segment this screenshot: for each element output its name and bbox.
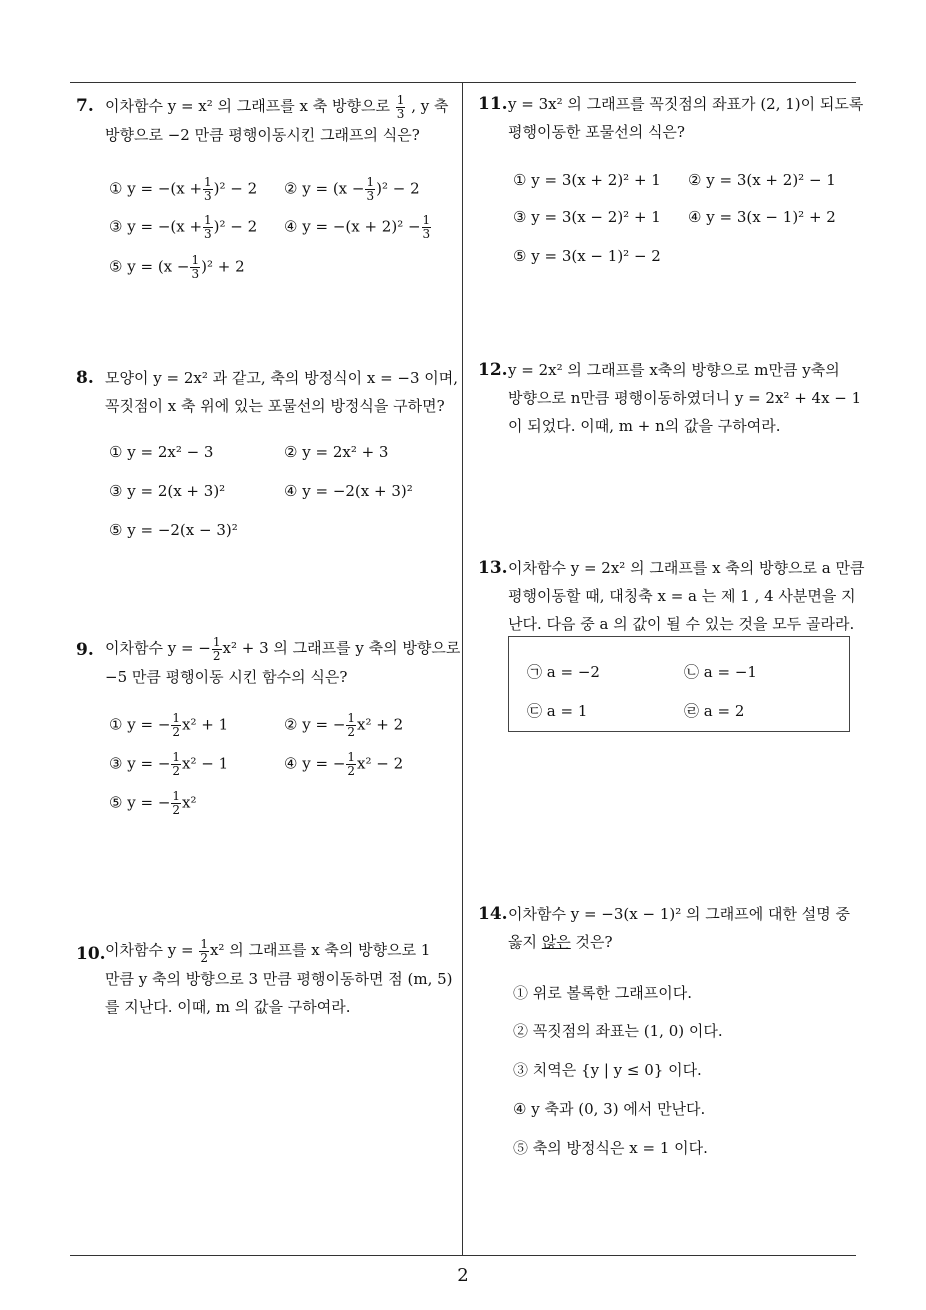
option-marker: ㉠ [527, 663, 543, 681]
stem-text: 만큼 y 축의 방향으로 3 만큼 평행이동하면 점 (m, 5) [105, 969, 453, 988]
option-d[interactable] [684, 700, 744, 722]
choice-3[interactable] [109, 214, 257, 241]
top-rule [70, 82, 856, 83]
choice-text: y = 3(x − 2)² + 1 [531, 208, 661, 226]
stem-text: x² + 3 의 그래프를 y 축의 방향으로 [222, 639, 461, 657]
choice-text: y = − [127, 754, 171, 773]
choice-text: x² [182, 793, 197, 812]
choice-2[interactable] [688, 169, 836, 191]
stem-text: 이차함수 y = −3(x − 1)² 의 그래프에 대한 설명 중 [508, 905, 850, 923]
choice-3[interactable] [109, 480, 225, 502]
choice-4[interactable] [513, 1098, 705, 1120]
option-text: a = 2 [703, 702, 745, 720]
choice-2[interactable] [513, 1020, 723, 1042]
denominator: 3 [204, 227, 212, 241]
choice-text: y = − [302, 754, 346, 773]
fraction [396, 94, 406, 121]
denominator: 3 [191, 267, 200, 281]
problem-stem [508, 90, 863, 146]
fraction [171, 790, 181, 817]
option-text: a = −1 [703, 663, 757, 681]
choice-1[interactable] [109, 712, 228, 739]
option-a[interactable] [527, 661, 600, 683]
choice-text: )² − 2 [376, 179, 420, 198]
choice-text: 축의 방정식은 x = 1 이다. [532, 1139, 708, 1157]
fraction [365, 176, 375, 203]
choice-marker: ② [284, 715, 298, 734]
choice-text: y = −(x + 2)² − [302, 217, 421, 236]
choice-marker: ③ [109, 217, 123, 236]
choice-5[interactable] [109, 254, 245, 281]
choice-text: y = −2(x − 3)² [127, 521, 238, 539]
choice-text: x² − 2 [357, 754, 404, 773]
option-c[interactable] [527, 700, 587, 722]
stem-text: 평행이동한 포물선의 식은? [508, 123, 685, 141]
choice-4[interactable] [688, 206, 836, 228]
choice-marker: ② [284, 443, 298, 461]
numerator: 1 [212, 634, 221, 649]
choice-text: y = − [127, 715, 171, 734]
fraction [346, 712, 356, 739]
choice-text: )² − 2 [213, 179, 258, 198]
page-number: 2 [457, 1265, 469, 1286]
choice-marker: ③ [109, 754, 123, 773]
numerator: 1 [347, 750, 356, 764]
choice-text: y = − [302, 715, 346, 734]
numerator: 1 [204, 175, 212, 189]
fraction [203, 176, 213, 203]
choice-text: )² + 2 [201, 257, 245, 276]
numerator: 1 [396, 92, 405, 107]
denominator: 2 [347, 725, 356, 739]
stem-text: 를 지난다. 이때, m 의 값을 구하여라. [105, 997, 351, 1016]
stem-text: y = 3x² 의 그래프를 꼭짓점의 좌표가 (2, 1)이 되도록 [508, 95, 864, 113]
stem-text: 난다. 다음 중 a 의 값이 될 수 있는 것을 모두 골라라. [508, 615, 855, 633]
choice-5[interactable] [109, 790, 197, 817]
option-marker: ㉣ [684, 702, 700, 720]
choice-marker: ② [688, 171, 702, 189]
stem-text: 이차함수 y = 2x² 의 그래프를 x 축의 방향으로 a 만큼 [508, 559, 865, 577]
choice-3[interactable] [513, 1059, 702, 1081]
problem-number: 10. [76, 944, 106, 964]
option-marker: ㉢ [527, 702, 543, 720]
problem-stem [105, 634, 460, 691]
choice-text: y = 3(x − 1)² − 2 [531, 247, 661, 265]
choice-1[interactable] [513, 982, 692, 1004]
fraction [346, 751, 356, 778]
problem-stem [105, 92, 455, 149]
choice-text: y 축과 (0, 3) 에서 만난다. [531, 1100, 706, 1118]
problem-number: 12. [478, 360, 508, 380]
denominator: 3 [422, 227, 431, 241]
choice-marker: ① [513, 984, 529, 1002]
numerator: 1 [172, 750, 181, 764]
option-marker: ㉡ [684, 663, 700, 681]
choice-marker: ④ [688, 208, 702, 226]
numerator: 1 [172, 789, 181, 803]
problem-stem [508, 356, 861, 440]
problem-stem [508, 900, 850, 956]
bottom-rule [70, 1255, 856, 1256]
stem-text: 평행이동할 때, 대칭축 x = a 는 제 1 , 4 사분면을 지 [508, 587, 856, 605]
choice-marker: ① [109, 443, 123, 461]
denominator: 2 [347, 764, 356, 778]
choice-text: y = (x − [127, 257, 190, 276]
choice-2[interactable] [284, 441, 388, 463]
stem-text: x² 의 그래프를 x 축의 방향으로 1 [209, 941, 431, 959]
choice-text: y = −2(x + 3)² [302, 482, 413, 500]
choice-text: )² − 2 [213, 217, 258, 236]
stem-text: 모양이 y = 2x² 과 같고, 축의 방정식이 x = −3 이며, [105, 369, 459, 387]
problem-stem [508, 554, 864, 638]
numerator: 1 [204, 213, 212, 227]
denominator: 2 [200, 950, 208, 965]
choice-text: x² − 1 [182, 754, 229, 773]
choice-text: y = 3(x − 1)² + 2 [706, 208, 836, 226]
choice-text: 꼭짓점의 좌표는 (1, 0) 이다. [532, 1022, 723, 1040]
stem-text: 방향으로 n만큼 평행이동하였더니 y = 2x² + 4x − 1 [508, 389, 862, 407]
problem-number: 8. [76, 368, 94, 388]
choice-text: y = − [127, 793, 171, 812]
choice-marker: ⑤ [513, 1139, 529, 1157]
choice-text: x² + 2 [357, 715, 404, 734]
fraction [190, 254, 200, 281]
stem-text: , y 축 [411, 97, 449, 115]
stem-text: −5 만큼 평행이동 시킨 함수의 식은? [105, 667, 348, 686]
choice-marker: ③ [109, 482, 123, 500]
problem-number: 7. [76, 96, 94, 116]
choice-text: y = 2x² + 3 [302, 443, 389, 461]
choice-text: y = −(x + [127, 179, 203, 198]
fraction [212, 636, 222, 663]
choice-2[interactable] [284, 176, 420, 203]
fraction [171, 712, 181, 739]
choice-text: x² + 1 [182, 715, 229, 734]
denominator: 2 [172, 725, 181, 739]
choice-text: y = 3(x + 2)² − 1 [706, 171, 836, 189]
problem-number: 11. [478, 94, 508, 114]
denominator: 3 [396, 106, 405, 121]
fraction [171, 751, 181, 778]
numerator: 1 [172, 711, 181, 725]
choice-text: 위로 볼록한 그래프이다. [532, 984, 693, 1002]
problem-number: 14. [478, 904, 508, 924]
choice-1[interactable] [513, 169, 661, 191]
numerator: 1 [191, 253, 200, 267]
choice-marker: ① [109, 715, 123, 734]
choice-marker: ③ [513, 1061, 529, 1079]
stem-text: 이 되었다. 이때, m + n의 값을 구하여라. [508, 417, 781, 435]
problem-stem [105, 364, 458, 420]
choice-marker: ④ [513, 1100, 527, 1118]
choice-marker: ④ [284, 754, 298, 773]
numerator: 1 [200, 936, 208, 951]
stem-text: 이차함수 y = [105, 941, 194, 959]
choice-2[interactable] [284, 712, 403, 739]
choice-1[interactable] [109, 441, 213, 463]
choice-5[interactable] [109, 519, 238, 541]
fraction [422, 214, 432, 241]
denominator: 2 [172, 803, 181, 817]
choice-marker: ① [109, 179, 123, 198]
problem-stem [105, 936, 453, 1021]
choice-marker: ① [513, 171, 527, 189]
choice-1[interactable] [109, 176, 257, 203]
numerator: 1 [366, 175, 375, 189]
choice-marker: ② [513, 1022, 529, 1040]
emphasis-underline: 않은 [541, 933, 571, 951]
problem-number: 13. [478, 558, 508, 578]
choice-marker: ⑤ [513, 247, 527, 265]
choice-text: y = (x − [302, 179, 365, 198]
choice-marker: ② [284, 179, 298, 198]
stem-text: 옳지 [508, 933, 542, 951]
choice-marker: ⑤ [109, 793, 123, 812]
choice-text: y = 3(x + 2)² + 1 [531, 171, 661, 189]
choice-text: y = 2(x + 3)² [127, 482, 226, 500]
choice-text: y = −(x + [127, 217, 203, 236]
choice-text: 치역은 {y | y ≤ 0} 이다. [532, 1061, 702, 1079]
option-text: a = −2 [546, 663, 600, 681]
choice-marker: ⑤ [109, 521, 123, 539]
stem-text: 이차함수 y = x² 의 그래프를 x 축 방향으로 [105, 97, 390, 115]
choice-3[interactable] [513, 206, 661, 228]
stem-text: 것은? [570, 933, 613, 951]
choice-5[interactable] [513, 245, 661, 267]
column-divider [462, 82, 463, 1256]
choice-4[interactable] [284, 751, 403, 778]
choice-5[interactable] [513, 1137, 708, 1159]
option-text: a = 1 [546, 702, 588, 720]
stem-text: 방향으로 −2 만큼 평행이동시킨 그래프의 식은? [105, 125, 420, 144]
choice-marker: ③ [513, 208, 527, 226]
denominator: 2 [212, 648, 221, 663]
denominator: 3 [366, 189, 375, 203]
problem-number: 9. [76, 640, 94, 660]
choice-3[interactable] [109, 751, 228, 778]
option-b[interactable] [684, 661, 757, 683]
choice-marker: ④ [284, 482, 298, 500]
stem-text: 꼭짓점이 x 축 위에 있는 포물선의 방정식을 구하면? [105, 397, 445, 415]
numerator: 1 [422, 213, 431, 227]
choice-marker: ④ [284, 217, 298, 236]
fraction [203, 214, 213, 241]
denominator: 3 [204, 189, 212, 203]
choice-4[interactable] [284, 214, 432, 241]
choice-4[interactable] [284, 480, 413, 502]
choice-marker: ⑤ [109, 257, 123, 276]
stem-text: 이차함수 y = − [105, 639, 211, 657]
denominator: 2 [172, 764, 181, 778]
numerator: 1 [347, 711, 356, 725]
choice-text: y = 2x² − 3 [127, 443, 214, 461]
stem-text: y = 2x² 의 그래프를 x축의 방향으로 m만큼 y축의 [508, 361, 840, 379]
fraction [199, 938, 209, 965]
options-box [508, 636, 850, 732]
